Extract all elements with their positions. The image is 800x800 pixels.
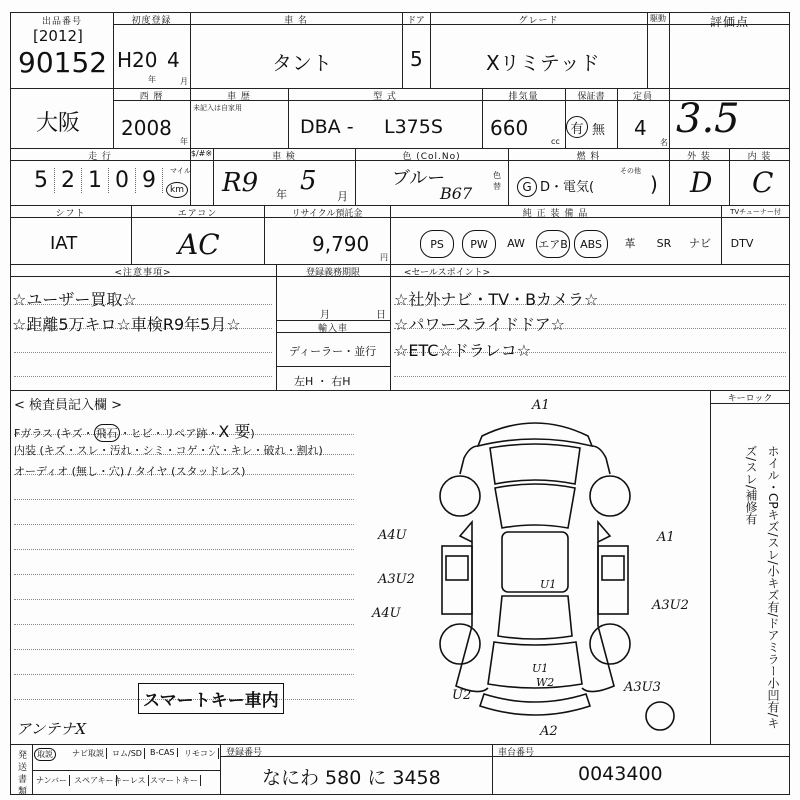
delivery-item: ナンバー bbox=[34, 775, 70, 786]
damage-label: A3U3 bbox=[624, 680, 661, 695]
mileage-digit: 9 bbox=[136, 168, 163, 193]
smart-key-stamp: スマートキー車内 bbox=[138, 683, 284, 714]
header-recycle: リサイクル預託金 bbox=[291, 209, 363, 219]
mileage-digit: 1 bbox=[82, 168, 109, 193]
caution-1: ☆ユーザー買取☆ bbox=[12, 290, 137, 309]
inspection-era: R9 bbox=[222, 168, 259, 198]
header-chassis-no: 車台番号 bbox=[498, 748, 535, 758]
header-eval: 評価点 bbox=[709, 15, 749, 29]
fuel-close: ) bbox=[650, 172, 658, 196]
history-sub: 未記入は自家用 bbox=[193, 104, 242, 112]
side-remarks: ホイル・CPキズ/スレ/小キズ有/ドアミラー小凹有/キズ/スレ/補修有 bbox=[744, 445, 780, 729]
header-doors: ドア bbox=[407, 16, 425, 26]
circle-mark-icon: 飛石 bbox=[94, 424, 120, 442]
equipment-1: PW bbox=[462, 230, 496, 258]
damage-label: A1 bbox=[657, 530, 675, 545]
rule bbox=[276, 366, 390, 367]
equipment-3: エアB bbox=[536, 230, 570, 258]
first-reg-month: 4 bbox=[167, 48, 180, 72]
equipment-4: ABS bbox=[574, 230, 608, 258]
header-car-name: 車 名 bbox=[284, 16, 308, 26]
header-history: 車 歴 bbox=[227, 92, 251, 102]
damage-label: W2 bbox=[536, 676, 555, 689]
header-sales-points: <セールスポイント> bbox=[403, 268, 491, 278]
inspector-line-3: オーディオ (無し・穴) / タイヤ (スタッドレス) bbox=[14, 465, 246, 478]
chassis-number: 0043400 bbox=[578, 763, 663, 785]
damage-label: U1 bbox=[540, 578, 557, 591]
mileage-unit bbox=[166, 177, 188, 198]
color-no: B67 bbox=[440, 184, 473, 203]
equipment-2: AW bbox=[507, 236, 525, 250]
evaluation: 3.5 bbox=[676, 96, 740, 142]
delivery-item: キーレス bbox=[112, 775, 149, 786]
header-fuel: 燃 料 bbox=[576, 152, 601, 162]
year-bracket: [2012] bbox=[33, 27, 83, 45]
delivery-item: リモコン bbox=[182, 748, 219, 759]
month-unit: 月 bbox=[180, 77, 188, 86]
header-first-reg: 初度登録 bbox=[131, 16, 172, 26]
damage-label: U2 bbox=[452, 688, 472, 703]
color: ブルー bbox=[392, 168, 446, 189]
header-inspection: 車 検 bbox=[272, 152, 296, 162]
reg-day: 日 bbox=[376, 310, 386, 321]
equipment-8: DTV bbox=[730, 236, 754, 250]
rule bbox=[390, 264, 391, 390]
delivery-item: ロム/SD bbox=[110, 748, 145, 759]
header-drive: 駆動 bbox=[650, 14, 666, 23]
delivery-item: スマートキー bbox=[148, 775, 201, 786]
mileage-digit: 2 bbox=[55, 168, 82, 193]
aircon: AC bbox=[178, 228, 220, 261]
fuel-rest: D・電気( bbox=[540, 180, 595, 195]
circle-mark-icon: km bbox=[166, 182, 188, 198]
header-reg-expiry: 登録義務期限 bbox=[305, 268, 360, 278]
car-name: タント bbox=[272, 51, 332, 75]
header-meter: $/#※ bbox=[190, 149, 213, 158]
reg-month: 月 bbox=[320, 310, 330, 321]
damage-label: U1 bbox=[532, 662, 549, 675]
damage-label: A1 bbox=[532, 398, 550, 413]
circle-mark-icon: G bbox=[517, 177, 537, 197]
header-western: 西 暦 bbox=[139, 92, 164, 102]
inspection-month: 5 bbox=[300, 166, 317, 196]
header-genuine: 純 正 装 備 品 bbox=[522, 209, 589, 219]
rule bbox=[10, 390, 790, 391]
mileage-digit: 5 bbox=[28, 168, 55, 193]
displacement: 660 bbox=[490, 116, 529, 140]
header-mileage: 走 行 bbox=[88, 152, 112, 162]
equipment-7: ナビ bbox=[689, 237, 711, 250]
model-code: L375S bbox=[384, 116, 443, 138]
interior-grade: C bbox=[752, 166, 774, 199]
damage-label: A4U bbox=[378, 528, 407, 543]
year-unit-2: 年 bbox=[180, 137, 188, 146]
caution-2: ☆距離5万キロ☆車検R9年5月☆ bbox=[12, 315, 241, 334]
color-change: 色替 bbox=[493, 171, 501, 191]
warranty-no: 無 bbox=[592, 123, 606, 138]
delivery-item: B-CAS bbox=[148, 748, 178, 757]
inspector-title: < 検査員記入欄 > bbox=[14, 398, 123, 413]
mileage-unit-top: マイル bbox=[170, 167, 191, 175]
capacity-unit: 名 bbox=[660, 138, 668, 147]
model-prefix: DBA - bbox=[300, 116, 354, 138]
steering-side: 左H ・ 右H bbox=[294, 375, 351, 388]
delivery-item: ナビ取説 bbox=[70, 748, 107, 759]
header-key-lock: キーロック bbox=[727, 394, 773, 404]
header-shift: シフト bbox=[55, 209, 86, 219]
exterior-grade: D bbox=[690, 166, 713, 199]
circle-mark-icon: 有 bbox=[566, 116, 588, 138]
registration-number: なにわ 580 に 3458 bbox=[262, 767, 441, 789]
delivery-label: 発送書類 bbox=[16, 750, 26, 798]
header-cautions: <注意事項> bbox=[114, 268, 172, 278]
rule bbox=[10, 744, 790, 745]
fuel-gasoline bbox=[517, 176, 537, 197]
inspector-line-2: 内装 (キズ・スレ・汚れ・シミ・コゲ・穴・キレ・破れ・割れ) bbox=[14, 444, 323, 457]
header-tv-tuner: TVチューナー付 bbox=[730, 208, 781, 216]
header-grade: グレード bbox=[518, 16, 559, 26]
header-import: 輸入車 bbox=[317, 324, 348, 334]
damage-label: A4U bbox=[372, 606, 401, 621]
header-displacement: 排気量 bbox=[508, 92, 539, 102]
header-reg-no: 登録番号 bbox=[226, 748, 263, 758]
year-unit: 年 bbox=[148, 75, 156, 84]
sales-point-3: ☆ETC☆ドラレコ☆ bbox=[394, 341, 532, 360]
warranty-yes bbox=[566, 116, 588, 138]
rule bbox=[669, 12, 670, 148]
rule bbox=[220, 744, 221, 795]
doors: 5 bbox=[410, 47, 423, 71]
antenna-note: アンテナX bbox=[16, 720, 87, 738]
grade: Xリミテッド bbox=[486, 51, 600, 75]
equipment-5: 革 bbox=[624, 237, 636, 250]
inspector-line-1: Fガラス (キズ・ 飛石 ・ヒビ・リペア跡・X 要) bbox=[14, 422, 255, 441]
yen-unit: 円 bbox=[380, 253, 388, 262]
sales-point-1: ☆社外ナビ・TV・Bカメラ☆ bbox=[394, 290, 599, 309]
equipment-0: PS bbox=[420, 230, 454, 258]
capacity: 4 bbox=[634, 116, 647, 140]
mileage-digit: 0 bbox=[109, 168, 136, 193]
delivery-item: 取説 bbox=[34, 748, 56, 761]
lot-number: 90152 bbox=[18, 46, 108, 79]
header-exterior: 外 装 bbox=[687, 152, 711, 162]
damage-label: A2 bbox=[540, 724, 558, 739]
recycle-fee: 9,790 bbox=[312, 232, 370, 256]
rule bbox=[113, 12, 114, 148]
rule bbox=[710, 390, 711, 744]
damage-label: A3U2 bbox=[652, 598, 689, 613]
shift: IAT bbox=[50, 233, 78, 254]
dealer-parallel: ディーラー・並行 bbox=[289, 345, 377, 358]
header-capacity: 定員 bbox=[632, 92, 653, 102]
header-model: 型 式 bbox=[373, 92, 397, 102]
damage-label: A3U2 bbox=[378, 572, 415, 587]
insp-year-unit: 年 bbox=[276, 188, 287, 201]
header-color: 色 (Col.No) bbox=[402, 152, 461, 162]
equipment-6: SR bbox=[656, 236, 672, 250]
first-reg-era: H20 bbox=[117, 48, 158, 72]
sales-point-2: ☆パワースライドドア☆ bbox=[394, 315, 565, 334]
rule bbox=[32, 770, 220, 771]
fuel-other: その他 bbox=[620, 167, 641, 175]
insp-month-unit: 月 bbox=[337, 190, 348, 203]
cc-unit: cc bbox=[551, 137, 560, 146]
western-year: 2008 bbox=[121, 116, 172, 140]
delivery-item: スペアキー bbox=[72, 775, 117, 786]
location: 大阪 bbox=[36, 111, 81, 136]
rule bbox=[492, 744, 493, 795]
header-interior: 内 装 bbox=[747, 152, 772, 162]
header-warranty: 保証書 bbox=[577, 92, 605, 102]
header-lot-no: 出品番号 bbox=[41, 17, 82, 27]
header-aircon: エアコン bbox=[177, 209, 218, 219]
